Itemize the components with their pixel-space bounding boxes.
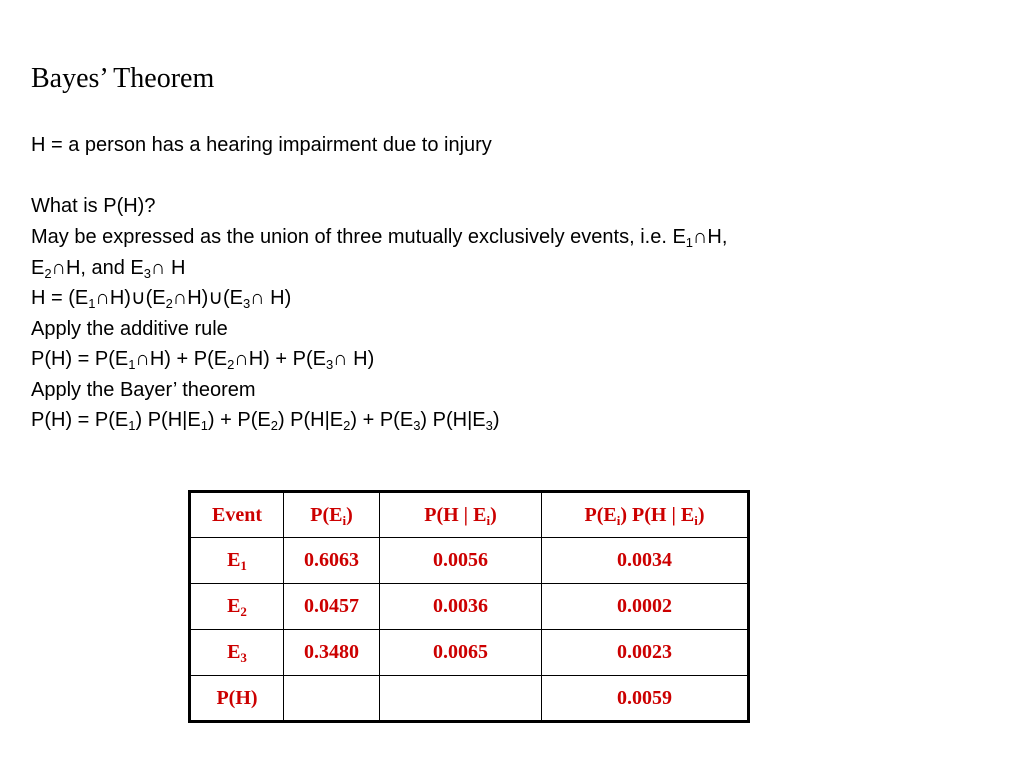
probability-table bbox=[188, 490, 750, 723]
p-ei-cell: 0.3480 bbox=[284, 630, 380, 676]
header-p-h-given-ei: P(H | $E_i$) bbox=[380, 492, 542, 538]
product-cell: 0.0002 bbox=[542, 584, 749, 630]
union-description-line-1: May be expressed as the union of three mutually exclusively events, i.e. $E_1\cap H$, bbox=[31, 226, 728, 250]
question-text: What is P(H)? bbox=[31, 195, 156, 217]
p-h-given-ei-cell: 0.0065 bbox=[380, 630, 542, 676]
product-cell: 0.0034 bbox=[542, 538, 749, 584]
bayes-formula: $P(H) = P(E_1) P(H|E_1) + P(E_2) P(H|E_2) + P(E_3)$ $P(H|E_3)$ bbox=[31, 409, 500, 433]
p-ei-cell: 0.6063 bbox=[284, 538, 380, 584]
total-p-ei-cell bbox=[284, 676, 380, 722]
total-p-h-given-ei-cell bbox=[380, 676, 542, 722]
p-h-given-ei-cell: 0.0056 bbox=[380, 538, 542, 584]
table-header-row bbox=[190, 492, 749, 538]
product-cell: 0.0023 bbox=[542, 630, 749, 676]
p-ei-cell: 0.0457 bbox=[284, 584, 380, 630]
total-event-cell: P(H) bbox=[190, 676, 284, 722]
bayes-theorem-label: Apply the Bayer’ theorem bbox=[31, 379, 256, 401]
total-product-cell: 0.0059 bbox=[542, 676, 749, 722]
event-cell: $E_1$ bbox=[190, 538, 284, 584]
slide-title: Bayes’ Theorem bbox=[31, 63, 215, 94]
table-row bbox=[190, 584, 749, 630]
p-h-given-ei-cell: 0.0036 bbox=[380, 584, 542, 630]
table-total-row bbox=[190, 676, 749, 722]
additive-formula: $P(H) = P(E_1\cap H)$ + $P(E_2\cap H)$ + $P(E_3\cap$ H) bbox=[31, 348, 375, 372]
event-cell: $E_3$ bbox=[190, 630, 284, 676]
table-row bbox=[190, 538, 749, 584]
union-formula: $H = (E_1\cap H)\cup(E_2\cap H)\cup(E_3\cap$ H) bbox=[31, 287, 292, 311]
additive-rule-label: Apply the additive rule bbox=[31, 318, 228, 340]
definition-text: H = a person has a hearing impairment due to injury bbox=[31, 134, 492, 156]
header-product: $P(E_i)$ P(H | $E_i$) bbox=[542, 492, 749, 538]
union-description-line-2: $E_2\cap H$, and $E_3\cap$ H bbox=[31, 257, 186, 281]
header-event: Event bbox=[190, 492, 284, 538]
event-cell: $E_2$ bbox=[190, 584, 284, 630]
table-row bbox=[190, 630, 749, 676]
header-p-ei: $P(E_i)$ bbox=[284, 492, 380, 538]
